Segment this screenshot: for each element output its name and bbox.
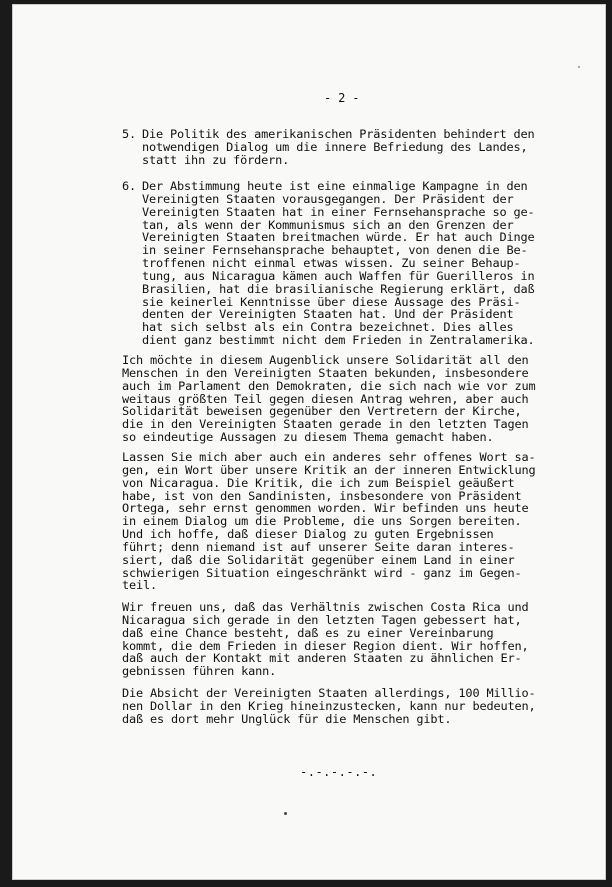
text-line: sie keinerlei Kenntnisse über diese Aussage des Präsi- <box>142 294 521 309</box>
list-item-number: 6. <box>122 179 137 193</box>
list-item-number: 5. <box>122 127 137 141</box>
text-line: tan, als wenn der Kommunismus sich an den Grenzen der <box>142 217 514 232</box>
text-line: habe, ist von den Sandinisten, insbesondere von Präsident <box>122 488 522 503</box>
text-line: hat sich selbst als ein Contra bezeichnet. Dies alles <box>142 320 514 335</box>
text-line: Wir freuen uns, daß das Verhältnis zwischen Costa Rica und <box>122 600 529 614</box>
text-line: führt; denn niemand ist auf unserer Seite daran interes- <box>122 539 515 554</box>
scan-speck <box>578 66 580 68</box>
text-line: Vereinigten Staaten vorausgegangen. Der Präsident der <box>142 191 514 206</box>
text-line: daß eine Chance besteht, daß es zu einer Vereinbarung <box>122 625 494 640</box>
text-line: Ortega, sehr ernst genommen worden. Wir befinden uns heute <box>122 501 529 516</box>
text-line: tung, aus Nicaragua kämen auch Waffen für Guerilleros in <box>142 268 535 283</box>
text-line: so eindeutige Aussagen zu diesem Thema gemacht haben. <box>122 430 494 445</box>
text-line: auch im Parlament den Demokraten, die sich nach wie vor zum <box>122 378 536 393</box>
text-line: Solidarität beweisen gegenüber den Vertretern der Kirche, <box>122 404 522 419</box>
paragraph <box>122 601 572 678</box>
text-line: notwendigen Dialog um die innere Befriedung des Landes, <box>142 139 528 154</box>
text-line: daß auch der Kontakt mit anderen Staaten zu ähnlichen Er- <box>122 651 522 666</box>
text-line: Der Abstimmung heute ist eine einmalige Kampagne in den <box>142 179 528 193</box>
text-line: Vereinigten Staaten hat in einer Fernsehansprache so ge- <box>142 204 535 219</box>
end-mark: -.-.-.-.-. <box>300 765 378 779</box>
list-item-text <box>142 180 572 347</box>
paragraph <box>122 687 572 726</box>
text-line: troffenen nicht einmal etwas wissen. Zu seiner Behaup- <box>142 256 521 271</box>
text-line: schwierigen Situation eingeschränkt wird - ganz im Gegen- <box>122 565 522 580</box>
text-line: von Nicaragua. Die Kritik, die ich zum Beispiel geäußert <box>122 475 515 490</box>
text-line: kommt, die dem Frieden in dieser Region dient. Wir hoffen, <box>122 638 529 653</box>
list-item-text <box>142 128 572 167</box>
text-line: in einem Dialog um die Probleme, die uns Sorgen bereiten. <box>122 514 522 529</box>
text-line: teil. <box>122 578 158 593</box>
text-line: siert, daß die Solidarität gegenüber einem Land in einer <box>122 552 515 567</box>
text-line: dient ganz bestimmt nicht dem Frieden in Zentralamerika. <box>142 333 535 348</box>
text-line: in seiner Fernsehansprache behauptet, von denen die Be- <box>142 243 528 258</box>
document-page <box>12 4 606 880</box>
text-line: daß es dort mehr Unglück für die Menschen gibt. <box>122 711 452 726</box>
text-line: statt ihn zu fördern. <box>142 152 290 167</box>
text-line: Die Absicht der Vereinigten Staaten allerdings, 100 Millio- <box>122 686 536 700</box>
text-line: die in den Vereinigten Staaten gerade in den letzten Tagen <box>122 417 529 432</box>
text-line: Nicaragua sich gerade in den letzten Tagen gebessert hat, <box>122 612 522 627</box>
text-line: nen Dollar in den Krieg hineinzustecken, kann nur bedeuten, <box>122 698 536 713</box>
text-line: weitaus größten Teil gegen diesen Antrag wehren, aber auch <box>122 391 529 406</box>
text-line: Und ich hoffe, daß dieser Dialog zu guten Ergebnissen <box>122 527 494 542</box>
text-line: Lassen Sie mich aber auch ein anderes sehr offenes Wort sa- <box>122 450 536 464</box>
text-line: Die Politik des amerikanischen Präsidenten behindert den <box>142 127 535 141</box>
text-line: Ich möchte in diesem Augenblick unsere Solidarität all den <box>122 353 529 367</box>
text-line: Vereinigten Staaten breitmachen würde. Er hat auch Dinge <box>142 230 535 245</box>
paragraph <box>122 451 572 592</box>
scan-speck <box>284 812 287 815</box>
paragraph <box>122 354 572 444</box>
text-line: gebnissen führen kann. <box>122 664 277 679</box>
text-line: Menschen in den Vereinigten Staaten bekunden, insbesondere <box>122 365 529 380</box>
page-number: - 2 - <box>324 91 360 105</box>
document-body <box>12 4 606 880</box>
text-line: Brasilien, hat die brasilianische Regierung erklärt, daß <box>142 281 535 296</box>
text-line: denten der Vereinigten Staaten hat. Und der Präsident <box>142 307 514 322</box>
text-line: gen, ein Wort über unsere Kritik an der inneren Entwicklung <box>122 462 536 477</box>
